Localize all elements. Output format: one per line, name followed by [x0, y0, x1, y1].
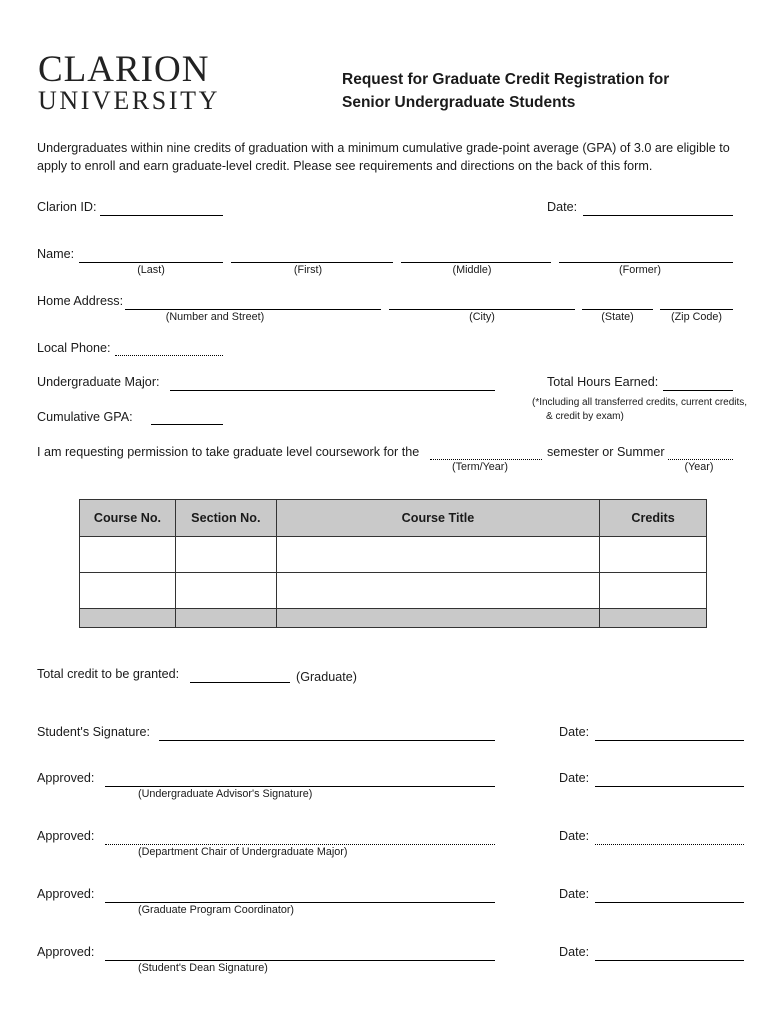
graduate-coordinator-date-field[interactable]: [595, 902, 744, 903]
cumulative-gpa-field[interactable]: [151, 424, 223, 425]
home-address-label: Home Address:: [37, 294, 124, 308]
total-credit-field[interactable]: [190, 682, 290, 683]
course-no-cell[interactable]: [80, 573, 176, 609]
last-name-caption: (Last): [137, 264, 165, 276]
clarion-id-field[interactable]: [100, 215, 223, 216]
name-label: Name:: [37, 247, 75, 261]
term-year-caption: (Term/Year): [452, 461, 508, 473]
courses-table: [79, 499, 707, 628]
middle-name-caption: (Middle): [452, 264, 492, 276]
last-name-field[interactable]: [79, 262, 223, 263]
approval-date-label: Date:: [559, 887, 590, 901]
student-date-label: Date:: [559, 725, 590, 739]
request-text: I am requesting permission to take graduate level coursework for the: [37, 445, 420, 459]
undergraduate-major-field[interactable]: [170, 390, 495, 391]
street-field[interactable]: [125, 309, 381, 310]
table-row: [80, 537, 707, 573]
local-phone-label: Local Phone:: [37, 341, 111, 355]
total-credit-suffix: (Graduate): [296, 670, 357, 684]
approval-date-label: Date:: [559, 829, 590, 843]
table-header-row: [80, 500, 707, 537]
approved-label: Approved:: [37, 887, 95, 901]
dean-date-field[interactable]: [595, 960, 744, 961]
graduate-coordinator-caption: (Graduate Program Coordinator): [138, 904, 295, 916]
credits-header: Credits: [600, 500, 707, 537]
approval-date-label: Date:: [559, 945, 590, 959]
summer-year-field[interactable]: [668, 459, 733, 460]
date-label: Date:: [547, 200, 578, 214]
city-field[interactable]: [389, 309, 575, 310]
intro-paragraph: Undergraduates within nine credits of graduation with a minimum cumulative grade-point average (GPA) of 3.0 are eligible to apply to enroll and earn graduate-level credit. Please see requirements and directions on the back of this form.: [37, 141, 730, 173]
state-field[interactable]: [582, 309, 653, 310]
table-row: [80, 573, 707, 609]
total-credit-label: Total credit to be granted:: [37, 667, 180, 681]
term-year-field[interactable]: [430, 459, 542, 460]
advisor-signature-field[interactable]: [105, 786, 495, 787]
former-name-caption: (Former): [619, 264, 661, 276]
student-signature-label: Student's Signature:: [37, 725, 151, 739]
course-title-cell[interactable]: [276, 537, 599, 573]
year-caption: (Year): [684, 461, 714, 473]
first-name-caption: (First): [293, 264, 323, 276]
credits-cell[interactable]: [600, 573, 707, 609]
approved-label: Approved:: [37, 829, 95, 843]
course-no-header: Course No.: [80, 500, 176, 537]
course-title-cell[interactable]: [276, 573, 599, 609]
date-field[interactable]: [583, 215, 733, 216]
form-title-line2: Senior Undergraduate Students: [342, 94, 576, 111]
university-logo-line1: CLARION: [38, 49, 210, 90]
first-name-field[interactable]: [231, 262, 393, 263]
zip-code-field[interactable]: [660, 309, 733, 310]
section-no-cell[interactable]: [175, 573, 276, 609]
form-title-line1: Request for Graduate Credit Registration for: [342, 71, 670, 88]
table-shaded-row: [80, 609, 707, 628]
street-caption: (Number and Street): [165, 311, 265, 323]
former-name-field[interactable]: [559, 262, 733, 263]
semester-text: semester or Summer: [547, 445, 665, 459]
section-no-header: Section No.: [175, 500, 276, 537]
approved-label: Approved:: [37, 771, 95, 785]
zip-code-caption: (Zip Code): [670, 311, 722, 323]
department-chair-signature-field[interactable]: [105, 844, 495, 845]
dean-signature-caption: (Student's Dean Signature): [138, 962, 268, 974]
advisor-date-field[interactable]: [595, 786, 744, 787]
section-no-cell[interactable]: [175, 537, 276, 573]
total-hours-label: Total Hours Earned:: [547, 375, 659, 389]
department-chair-date-field[interactable]: [595, 844, 744, 845]
student-date-field[interactable]: [595, 740, 744, 741]
approval-date-label: Date:: [559, 771, 590, 785]
cumulative-gpa-label: Cumulative GPA:: [37, 410, 133, 424]
approved-label: Approved:: [37, 945, 95, 959]
undergraduate-major-label: Undergraduate Major:: [37, 375, 160, 389]
dean-signature-field[interactable]: [105, 960, 495, 961]
course-title-header: Course Title: [276, 500, 599, 537]
graduate-coordinator-signature-field[interactable]: [105, 902, 495, 903]
local-phone-field[interactable]: [115, 355, 223, 356]
advisor-signature-caption: (Undergraduate Advisor's Signature): [138, 788, 313, 800]
course-no-cell[interactable]: [80, 537, 176, 573]
city-caption: (City): [469, 311, 495, 323]
total-hours-field[interactable]: [663, 390, 733, 391]
university-logo-line2: UNIVERSITY: [38, 86, 220, 115]
department-chair-caption: (Department Chair of Undergraduate Major): [138, 846, 348, 858]
state-caption: (State): [601, 311, 634, 323]
clarion-id-label: Clarion ID:: [37, 200, 97, 214]
total-hours-note: (*Including all transferred credits, current credits, & credit by exam): [532, 397, 748, 422]
credits-cell[interactable]: [600, 537, 707, 573]
student-signature-field[interactable]: [159, 740, 495, 741]
middle-name-field[interactable]: [401, 262, 551, 263]
